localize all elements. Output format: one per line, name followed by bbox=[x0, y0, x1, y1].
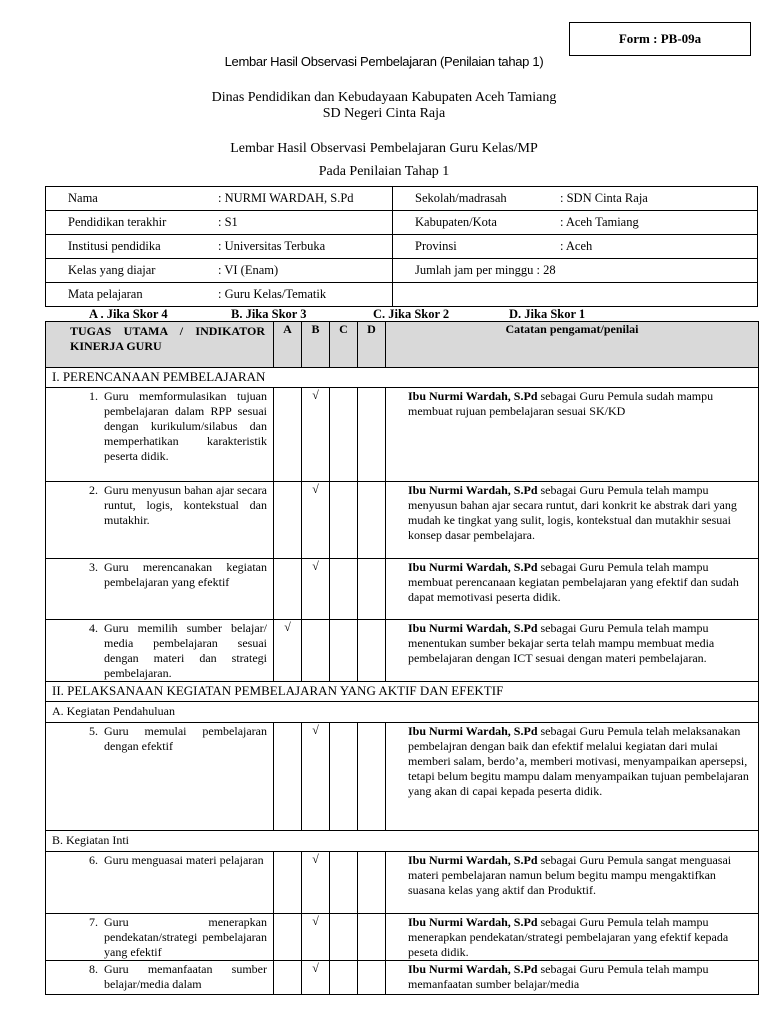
info-value: : Universitas Terbuka bbox=[218, 239, 326, 253]
score-cell-d bbox=[358, 388, 386, 482]
sheet-title: Lembar Hasil Observasi Pembelajaran Guru Kelas/MP bbox=[230, 141, 538, 156]
score-cell-b bbox=[302, 620, 330, 682]
indicator-cell bbox=[46, 852, 274, 914]
score-cell-d bbox=[358, 914, 386, 961]
header-b: B bbox=[302, 322, 330, 368]
score-cell-b bbox=[302, 852, 330, 914]
info-cell bbox=[393, 187, 758, 211]
info-label: Provinsi bbox=[415, 239, 457, 253]
note-text: sebagai Guru Pemula telah mampu membuat perencanaan kegiatan pembelajaran yang efektif dan sudah dapat memotivasi peserta didik. bbox=[408, 560, 739, 604]
info-value: : 28 bbox=[536, 263, 556, 277]
info-value: : Guru Kelas/Tematik bbox=[218, 287, 327, 301]
info-cell bbox=[46, 283, 393, 307]
info-label: Sekolah/madrasah bbox=[415, 191, 507, 205]
score-cell-b bbox=[302, 559, 330, 620]
info-row bbox=[46, 187, 758, 211]
section-title: II. PELAKSANAAN KEGIATAN PEMBELAJARAN YANG AKTIF DAN EFEKTIF bbox=[46, 682, 759, 702]
teacher-info-table bbox=[45, 186, 758, 307]
table-row bbox=[46, 620, 759, 682]
info-label: Pendidikan terakhir bbox=[68, 215, 167, 229]
info-cell bbox=[393, 283, 758, 307]
section-row bbox=[46, 368, 759, 388]
info-value: : Aceh bbox=[560, 239, 593, 253]
teacher-name: Ibu Nurmi Wardah, S.Pd bbox=[408, 962, 538, 976]
indicator-cell bbox=[46, 620, 274, 682]
info-cell bbox=[46, 211, 393, 235]
observer-note bbox=[386, 723, 759, 831]
indicator-cell bbox=[46, 961, 274, 995]
score-cell-c bbox=[330, 914, 358, 961]
info-label: Kabupaten/Kota bbox=[415, 215, 497, 229]
subsection-title: B. Kegiatan Inti bbox=[46, 831, 759, 852]
indicator-cell bbox=[46, 482, 274, 559]
table-header-row bbox=[46, 322, 759, 368]
indicator-number: 5. bbox=[89, 724, 98, 738]
score-cell-c bbox=[330, 852, 358, 914]
check-mark-icon: √ bbox=[312, 723, 319, 737]
agency-name: Dinas Pendidikan dan Kebudayaan Kabupaten Aceh Tamiang bbox=[211, 90, 557, 105]
info-label: Institusi pendidika bbox=[68, 239, 161, 253]
check-mark-icon: √ bbox=[312, 852, 319, 866]
indicator-text: Guru merencanakan kegiatan pembelajaran yang efektif bbox=[104, 560, 267, 589]
teacher-name: Ibu Nurmi Wardah, S.Pd bbox=[408, 560, 538, 574]
score-cell-b bbox=[302, 723, 330, 831]
indicator-text: Guru memformulasikan tujuan pembelajaran dalam RPP sesuai dengan kurikulum/silabus dan memperhatikan karakteristik peserta didik. bbox=[104, 389, 267, 463]
observer-note bbox=[386, 482, 759, 559]
note-text: sebagai Guru Pemula telah mampu menerapkan pendekatan/strategi pembelajaran yang efektif kepada peseta didik. bbox=[408, 915, 729, 959]
score-cell-b bbox=[302, 961, 330, 995]
score-b: B. Jika Skor 3 bbox=[231, 307, 307, 321]
section-title: I. PERENCANAAN PEMBELAJARAN bbox=[46, 368, 759, 388]
table-row bbox=[46, 852, 759, 914]
info-row bbox=[46, 235, 758, 259]
info-value: : Aceh Tamiang bbox=[560, 215, 639, 229]
note-text: sebagai Guru Pemula telah mampu memanfaatan sumber belajar/media bbox=[408, 962, 709, 991]
info-cell bbox=[46, 259, 393, 283]
score-cell-a bbox=[274, 388, 302, 482]
score-cell-c bbox=[330, 559, 358, 620]
observer-note bbox=[386, 559, 759, 620]
info-row bbox=[46, 283, 758, 307]
note-text: sebagai Guru Pemula telah mampu menyusun bahan ajar secara runtut, dari konkrit ke abstrak dari yang mudah ke tingkat yang sulit, logis, kontekstual dan mutakhir sesuai konsep dasar pembelajara. bbox=[408, 483, 737, 542]
info-label: Kelas yang diajar bbox=[68, 263, 156, 277]
indicator-cell bbox=[46, 559, 274, 620]
info-cell bbox=[393, 259, 758, 283]
indicator-number: 8. bbox=[89, 962, 98, 976]
check-mark-icon: √ bbox=[312, 388, 319, 402]
teacher-name: Ibu Nurmi Wardah, S.Pd bbox=[408, 483, 538, 497]
score-cell-d bbox=[358, 559, 386, 620]
info-cell bbox=[393, 211, 758, 235]
indicator-text: Guru memilih sumber belajar/ media pembelajaran sesuai dengan materi dan strategi pembelajaran. bbox=[104, 621, 267, 680]
info-cell bbox=[393, 235, 758, 259]
document-title: Lembar Hasil Observasi Pembelajaran (Penilaian tahap 1) bbox=[224, 54, 544, 69]
note-text: sebagai Guru Pemula telah melaksanakan pembelajran dengan baik dan efektif melalui kegiatan dari mulai memberi salam, berdo’a, memberi motivasi, menyampaikan apersepsi, tetapi belum begitu mampu dalam menyampaikan tujuan pembelajaran yang akan di capai kepada peserta didik. bbox=[408, 724, 749, 798]
score-c: C. Jika Skor 2 bbox=[373, 307, 450, 321]
info-cell bbox=[46, 235, 393, 259]
score-cell-d bbox=[358, 723, 386, 831]
score-cell-a bbox=[274, 961, 302, 995]
score-cell-c bbox=[330, 388, 358, 482]
indicator-text: Guru menguasai materi pelajaran bbox=[104, 853, 264, 867]
indicator-cell bbox=[46, 388, 274, 482]
indicator-number: 6. bbox=[89, 853, 98, 867]
indicator-text: Guru menyusun bahan ajar secara runtut, logis, kontekstual dan mutakhir. bbox=[104, 483, 267, 527]
score-cell-c bbox=[330, 482, 358, 559]
score-cell-d bbox=[358, 852, 386, 914]
header-catatan: Catatan pengamat/penilai bbox=[386, 322, 759, 368]
indicator-number: 4. bbox=[89, 621, 98, 635]
score-cell-d bbox=[358, 620, 386, 682]
teacher-name: Ibu Nurmi Wardah, S.Pd bbox=[408, 621, 538, 635]
indicator-number: 1. bbox=[89, 389, 98, 403]
note-text: sebagai Guru Pemula telah mampu menentukan sumber bekajar serta telah mampu membuat media pembelajaran dengan ICT sesuai dengan materi pembelajaran. bbox=[408, 621, 715, 665]
score-cell-b bbox=[302, 388, 330, 482]
observation-table bbox=[45, 321, 759, 995]
check-mark-icon: √ bbox=[312, 559, 319, 573]
header-indikator: TUGAS UTAMA / INDIKATOR KINERJA GURU bbox=[46, 322, 274, 368]
score-cell-a bbox=[274, 723, 302, 831]
header-c: C bbox=[330, 322, 358, 368]
score-cell-b bbox=[302, 914, 330, 961]
teacher-name: Ibu Nurmi Wardah, S.Pd bbox=[408, 389, 538, 403]
score-a: A . Jika Skor 4 bbox=[89, 307, 168, 321]
table-row bbox=[46, 388, 759, 482]
score-cell-a bbox=[274, 852, 302, 914]
info-value: : VI (Enam) bbox=[218, 263, 279, 277]
score-cell-b bbox=[302, 482, 330, 559]
info-label: Nama bbox=[68, 191, 98, 205]
info-row bbox=[46, 259, 758, 283]
indicator-number: 2. bbox=[89, 483, 98, 497]
table-row bbox=[46, 961, 759, 995]
table-row bbox=[46, 723, 759, 831]
score-cell-c bbox=[330, 620, 358, 682]
info-value: : S1 bbox=[218, 215, 238, 229]
subsection-title: A. Kegiatan Pendahuluan bbox=[46, 702, 759, 723]
teacher-name: Ibu Nurmi Wardah, S.Pd bbox=[408, 853, 538, 867]
observer-note bbox=[386, 620, 759, 682]
score-cell-d bbox=[358, 482, 386, 559]
sheet-subtitle: Pada Penilaian Tahap 1 bbox=[318, 164, 450, 179]
check-mark-icon: √ bbox=[312, 482, 319, 496]
score-legend bbox=[45, 305, 758, 321]
observer-note bbox=[386, 388, 759, 482]
table-row bbox=[46, 482, 759, 559]
info-value: : NURMI WARDAH, S.Pd bbox=[218, 191, 354, 205]
score-cell-a bbox=[274, 559, 302, 620]
subsection-row bbox=[46, 702, 759, 723]
subsection-row bbox=[46, 831, 759, 852]
teacher-name: Ibu Nurmi Wardah, S.Pd bbox=[408, 915, 538, 929]
indicator-cell bbox=[46, 914, 274, 961]
check-mark-icon: √ bbox=[284, 620, 291, 634]
teacher-name: Ibu Nurmi Wardah, S.Pd bbox=[408, 724, 538, 738]
note-text: sebagai Guru Pemula sudah mampu membuat rujuan pembelajaran sesuai SK/KD bbox=[408, 389, 714, 418]
indicator-number: 3. bbox=[89, 560, 98, 574]
score-cell-c bbox=[330, 723, 358, 831]
note-text: sebagai Guru Pemula sangat menguasai materi pembelajaran namun belum begitu mampu mengaktifkan suasana kelas yang aktif dan Produktif. bbox=[408, 853, 732, 897]
indicator-text: Guru memulai pembelajaran dengan efektif bbox=[104, 724, 267, 753]
info-value: : SDN Cinta Raja bbox=[560, 191, 648, 205]
section-row bbox=[46, 682, 759, 702]
table-row bbox=[46, 559, 759, 620]
score-cell-c bbox=[330, 961, 358, 995]
score-cell-a bbox=[274, 620, 302, 682]
check-mark-icon: √ bbox=[312, 914, 319, 928]
table-row bbox=[46, 914, 759, 961]
info-cell bbox=[46, 187, 393, 211]
indicator-number: 7. bbox=[89, 915, 98, 929]
indicator-text: Guru menerapkan pendekatan/strategi pembelajaran yang efektif bbox=[104, 915, 267, 959]
info-row bbox=[46, 211, 758, 235]
school-name: SD Negeri Cinta Raja bbox=[322, 106, 446, 121]
header-a: A bbox=[274, 322, 302, 368]
check-mark-icon: √ bbox=[312, 961, 319, 975]
score-cell-a bbox=[274, 482, 302, 559]
score-cell-a bbox=[274, 914, 302, 961]
observer-note bbox=[386, 961, 759, 995]
header-d: D bbox=[358, 322, 386, 368]
score-cell-d bbox=[358, 961, 386, 995]
info-label: Jumlah jam per minggu bbox=[415, 263, 534, 277]
observer-note bbox=[386, 914, 759, 961]
form-code: Form : PB-09a bbox=[569, 22, 751, 56]
indicator-cell bbox=[46, 723, 274, 831]
info-label: Mata pelajaran bbox=[68, 287, 143, 301]
score-d: D. Jika Skor 1 bbox=[509, 307, 586, 321]
indicator-text: Guru memanfaatan sumber belajar/media dalam bbox=[104, 962, 267, 991]
observer-note bbox=[386, 852, 759, 914]
